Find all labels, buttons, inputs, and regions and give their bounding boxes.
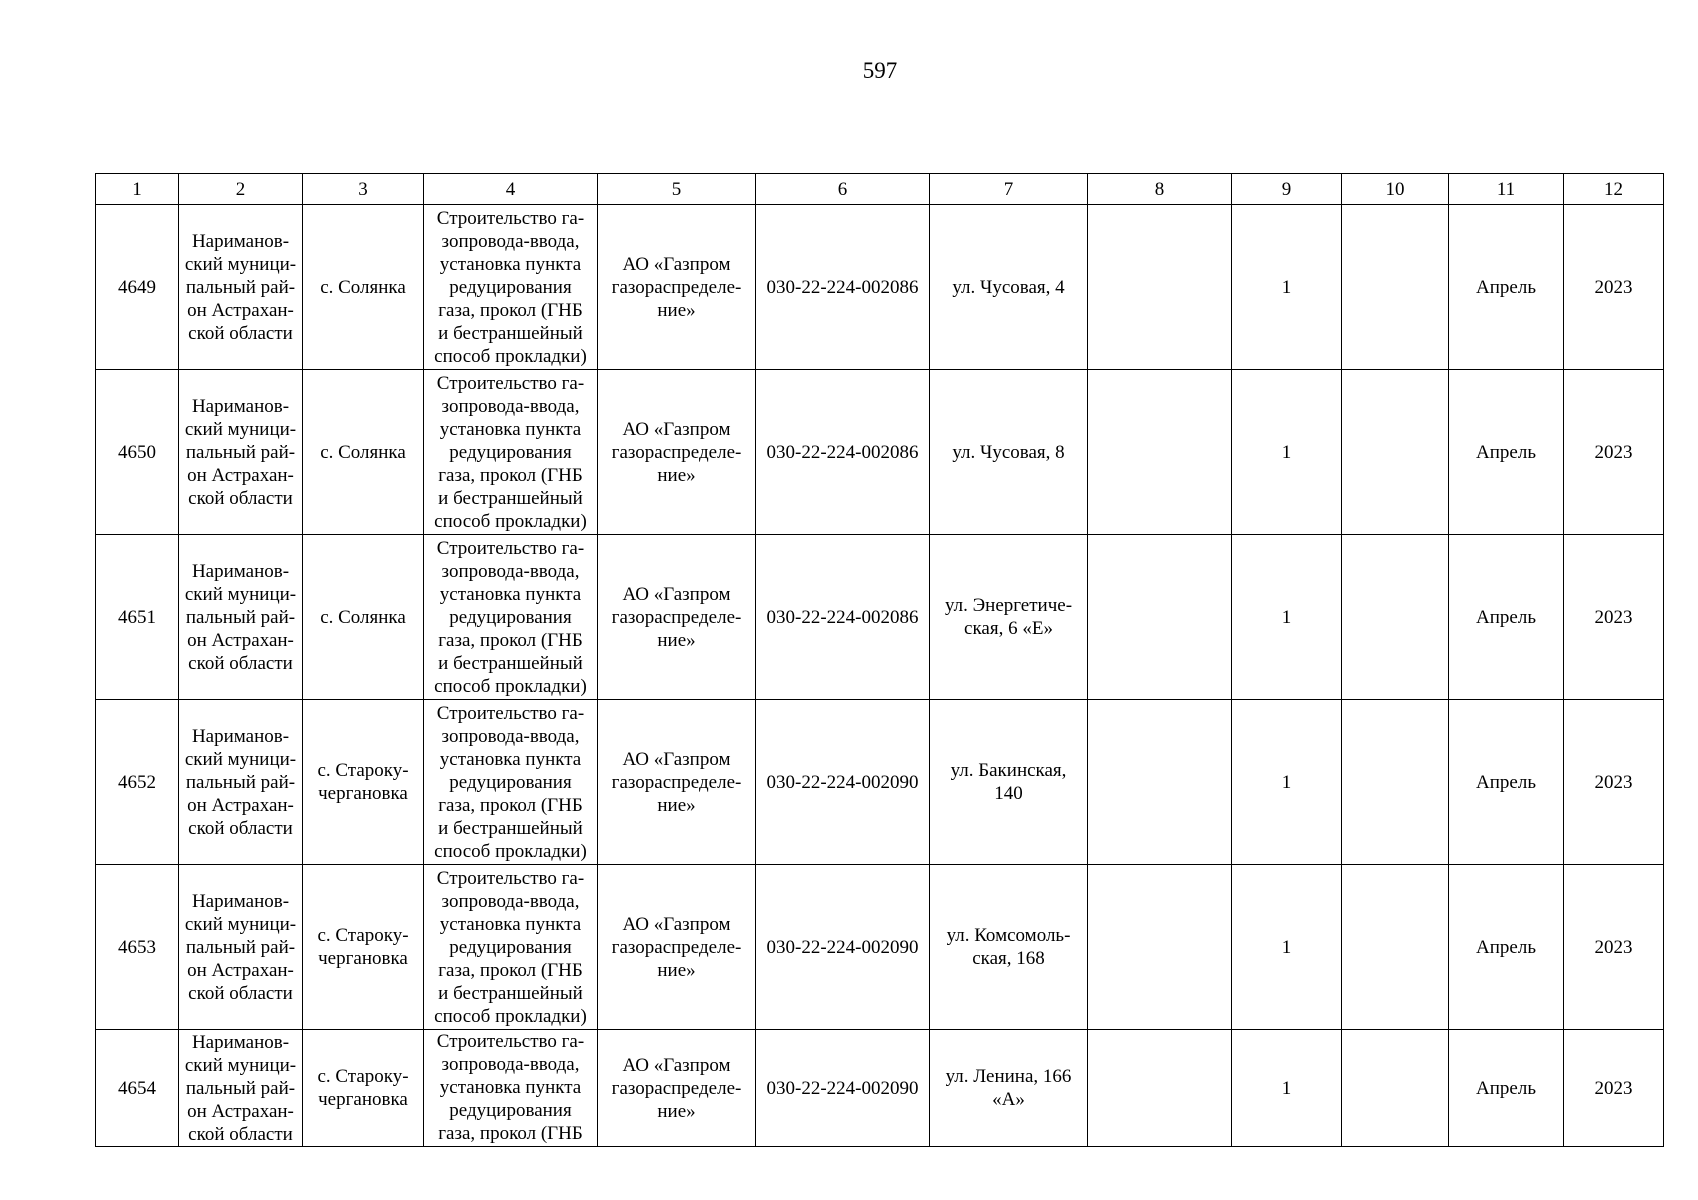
cell-settlement: с. Солянка	[303, 535, 424, 700]
cell-col10	[1342, 205, 1449, 370]
column-header-5: 5	[598, 174, 756, 205]
cell-address: ул. Ленина, 166 «А»	[930, 1030, 1088, 1147]
cell-number: 4654	[96, 1030, 179, 1147]
cell-settlement: с. Солянка	[303, 370, 424, 535]
cell-col10	[1342, 865, 1449, 1030]
cell-organization: АО «Газпром газораспределе- ние»	[598, 700, 756, 865]
cell-quantity: 1	[1232, 1030, 1342, 1147]
cell-col8	[1088, 535, 1232, 700]
cell-district: Нариманов- ский муници- пальный рай- он Астрахан- ской области	[179, 1030, 303, 1147]
cell-col10	[1342, 370, 1449, 535]
cell-number: 4653	[96, 865, 179, 1030]
column-header-3: 3	[303, 174, 424, 205]
cell-organization: АО «Газпром газораспределе- ние»	[598, 1030, 756, 1147]
column-header-6: 6	[756, 174, 930, 205]
cell-work: Строительство га- зопровода-ввода, установка пункта редуцирования газа, прокол (ГНБ и бестраншейный способ прокладки)	[424, 700, 598, 865]
cell-settlement: с. Староку- чергановка	[303, 700, 424, 865]
table-row	[96, 535, 1664, 700]
column-header-12: 12	[1564, 174, 1664, 205]
cell-work: Строительство га- зопровода-ввода, установка пункта редуцирования газа, прокол (ГНБ и бестраншейный способ прокладки)	[424, 370, 598, 535]
page-number: 597	[862, 58, 898, 83]
cell-organization: АО «Газпром газораспределе- ние»	[598, 865, 756, 1030]
cell-number: 4652	[96, 700, 179, 865]
cell-settlement: с. Староку- чергановка	[303, 865, 424, 1030]
cell-settlement: с. Староку- чергановка	[303, 1030, 424, 1147]
cell-code: 030-22-224-002086	[756, 370, 930, 535]
column-header-7: 7	[930, 174, 1088, 205]
cell-year: 2023	[1564, 535, 1664, 700]
cell-number: 4649	[96, 205, 179, 370]
table-header	[96, 174, 1664, 205]
cell-district: Нариманов- ский муници- пальный рай- он Астрахан- ской области	[179, 865, 303, 1030]
cell-work: Строительство га- зопровода-ввода, установка пункта редуцирования газа, прокол (ГНБ	[424, 1030, 598, 1147]
cell-organization: АО «Газпром газораспределе- ние»	[598, 205, 756, 370]
cell-code: 030-22-224-002090	[756, 1030, 930, 1147]
cell-year: 2023	[1564, 205, 1664, 370]
cell-col10	[1342, 1030, 1449, 1147]
column-header-2: 2	[179, 174, 303, 205]
cell-address: ул. Чусовая, 4	[930, 205, 1088, 370]
cell-number: 4651	[96, 535, 179, 700]
cell-col10	[1342, 700, 1449, 865]
cell-district: Нариманов- ский муници- пальный рай- он Астрахан- ской области	[179, 370, 303, 535]
table-row	[96, 370, 1664, 535]
works-table	[95, 173, 1664, 1147]
cell-month: Апрель	[1449, 700, 1564, 865]
cell-number: 4650	[96, 370, 179, 535]
cell-month: Апрель	[1449, 370, 1564, 535]
column-header-9: 9	[1232, 174, 1342, 205]
cell-code: 030-22-224-002086	[756, 535, 930, 700]
cell-year: 2023	[1564, 865, 1664, 1030]
cell-organization: АО «Газпром газораспределе- ние»	[598, 370, 756, 535]
column-header-4: 4	[424, 174, 598, 205]
cell-district: Нариманов- ский муници- пальный рай- он Астрахан- ской области	[179, 700, 303, 865]
cell-quantity: 1	[1232, 700, 1342, 865]
cell-quantity: 1	[1232, 205, 1342, 370]
cell-col8	[1088, 205, 1232, 370]
cell-work: Строительство га- зопровода-ввода, установка пункта редуцирования газа, прокол (ГНБ и бестраншейный способ прокладки)	[424, 535, 598, 700]
cell-code: 030-22-224-002090	[756, 865, 930, 1030]
cell-col8	[1088, 370, 1232, 535]
column-header-1: 1	[96, 174, 179, 205]
cell-settlement: с. Солянка	[303, 205, 424, 370]
table-row	[96, 865, 1664, 1030]
cell-work: Строительство га- зопровода-ввода, установка пункта редуцирования газа, прокол (ГНБ и бестраншейный способ прокладки)	[424, 205, 598, 370]
cell-year: 2023	[1564, 700, 1664, 865]
cell-month: Апрель	[1449, 865, 1564, 1030]
cell-month: Апрель	[1449, 535, 1564, 700]
cell-address: ул. Чусовая, 8	[930, 370, 1088, 535]
cell-district: Нариманов- ский муници- пальный рай- он Астрахан- ской области	[179, 205, 303, 370]
cell-year: 2023	[1564, 1030, 1664, 1147]
header-row	[96, 174, 1664, 205]
cell-quantity: 1	[1232, 865, 1342, 1030]
table-row	[96, 700, 1664, 865]
cell-col8	[1088, 865, 1232, 1030]
cell-col8	[1088, 1030, 1232, 1147]
table-row	[96, 205, 1664, 370]
table-row	[96, 1030, 1664, 1147]
column-header-8: 8	[1088, 174, 1232, 205]
cell-code: 030-22-224-002090	[756, 700, 930, 865]
cell-address: ул. Комсомоль- ская, 168	[930, 865, 1088, 1030]
cell-district: Нариманов- ский муници- пальный рай- он Астрахан- ской области	[179, 535, 303, 700]
cell-address: ул. Бакинская, 140	[930, 700, 1088, 865]
cell-organization: АО «Газпром газораспределе- ние»	[598, 535, 756, 700]
cell-year: 2023	[1564, 370, 1664, 535]
cell-address: ул. Энергетиче- ская, 6 «Е»	[930, 535, 1088, 700]
cell-month: Апрель	[1449, 205, 1564, 370]
cell-work: Строительство га- зопровода-ввода, установка пункта редуцирования газа, прокол (ГНБ и бестраншейный способ прокладки)	[424, 865, 598, 1030]
table-body	[96, 205, 1664, 1147]
cell-month: Апрель	[1449, 1030, 1564, 1147]
cell-quantity: 1	[1232, 535, 1342, 700]
cell-col8	[1088, 700, 1232, 865]
column-header-10: 10	[1342, 174, 1449, 205]
cell-code: 030-22-224-002086	[756, 205, 930, 370]
cell-col10	[1342, 535, 1449, 700]
cell-quantity: 1	[1232, 370, 1342, 535]
column-header-11: 11	[1449, 174, 1564, 205]
